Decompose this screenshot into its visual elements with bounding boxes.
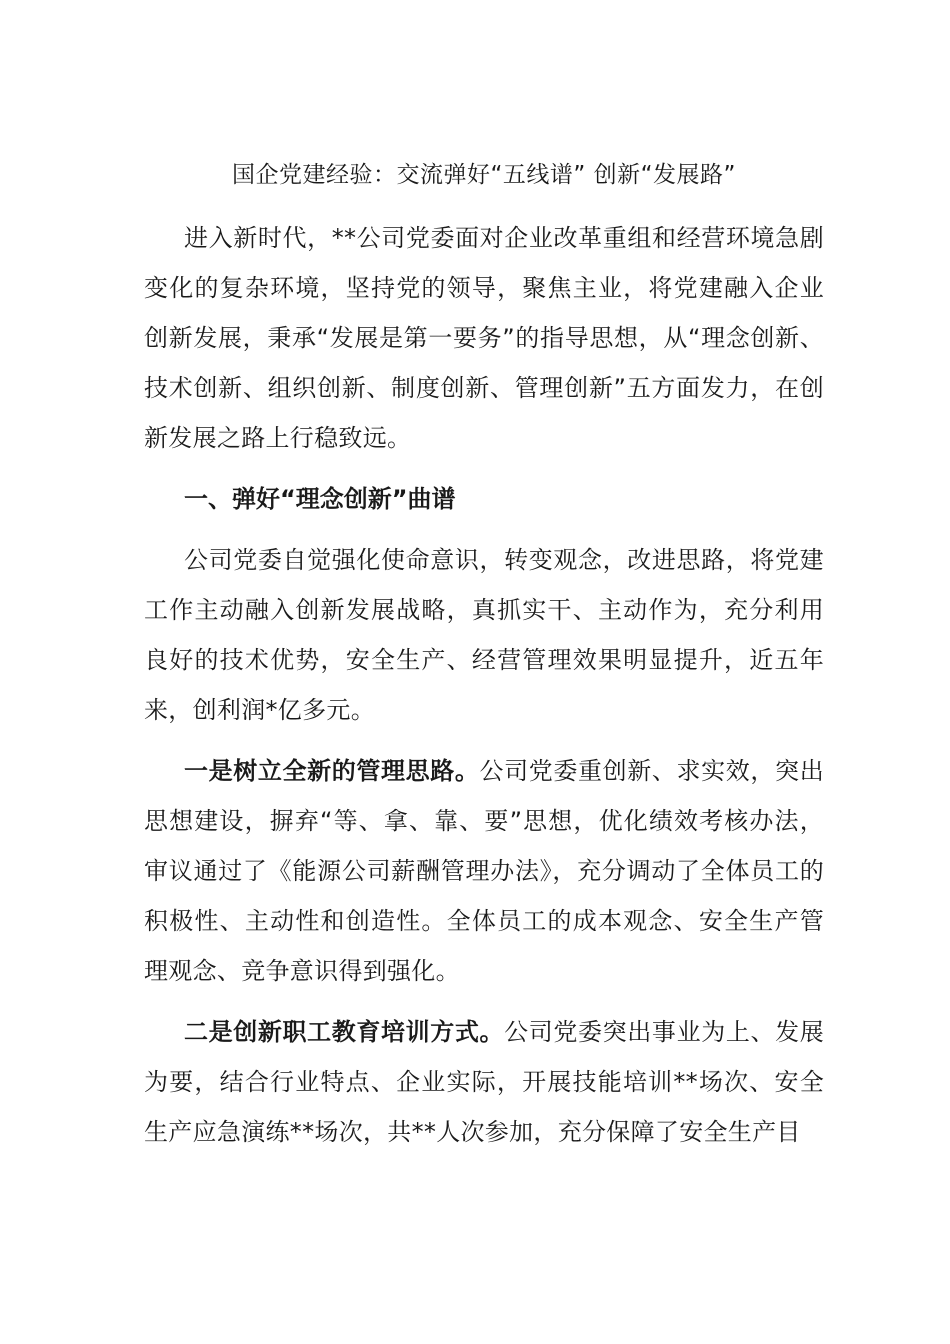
item-lead-text: 二是创新职工教育培训方式。 [184, 1018, 505, 1046]
item-paragraph-management-thinking [144, 746, 824, 996]
item-paragraph-training-methods [144, 1007, 824, 1157]
intro-paragraph: 进入新时代，**公司党委面对企业改革重组和经营环境急剧变化的复杂环境，坚持党的领导，聚焦主业，将党建融入企业创新发展，秉承“发展是第一要务”的指导思想，从“理念创新、技术创新、组织创新、制度创新、管理创新”五方面发力，在创新发展之路上行稳致远。 [144, 224, 824, 452]
section-heading-concept-innovation: 一、弹好“理念创新”曲谱 [184, 485, 456, 513]
item-body-text: 公司党委突出事业为上、发展为要，结合行业特点、企业实际，开展技能培训**场次、安全生产应急演练**场次，共**人次参加，充分保障了安全生产目 [144, 1018, 825, 1146]
section-body-paragraph: 公司党委自觉强化使命意识，转变观念，改进思路，将党建工作主动融入创新发展战略，真抓实干、主动作为，充分利用良好的技术优势，安全生产、经营管理效果明显提升，近五年来，创利润*亿多元。 [144, 546, 824, 724]
document-title: 国企党建经验：交流弹好“五线谱” 创新“发展路” [232, 162, 736, 188]
item-lead-text: 一是树立全新的管理思路。 [184, 757, 480, 785]
item-body-text: 公司党委重创新、求实效，突出思想建设，摒弃“等、拿、靠、要”思想，优化绩效考核办法，审议通过了《能源公司薪酬管理办法》，充分调动了全体员工的积极性、主动性和创造性。全体员工的成本观念、安全生产管理观念、竞争意识得到强化。 [144, 757, 824, 985]
